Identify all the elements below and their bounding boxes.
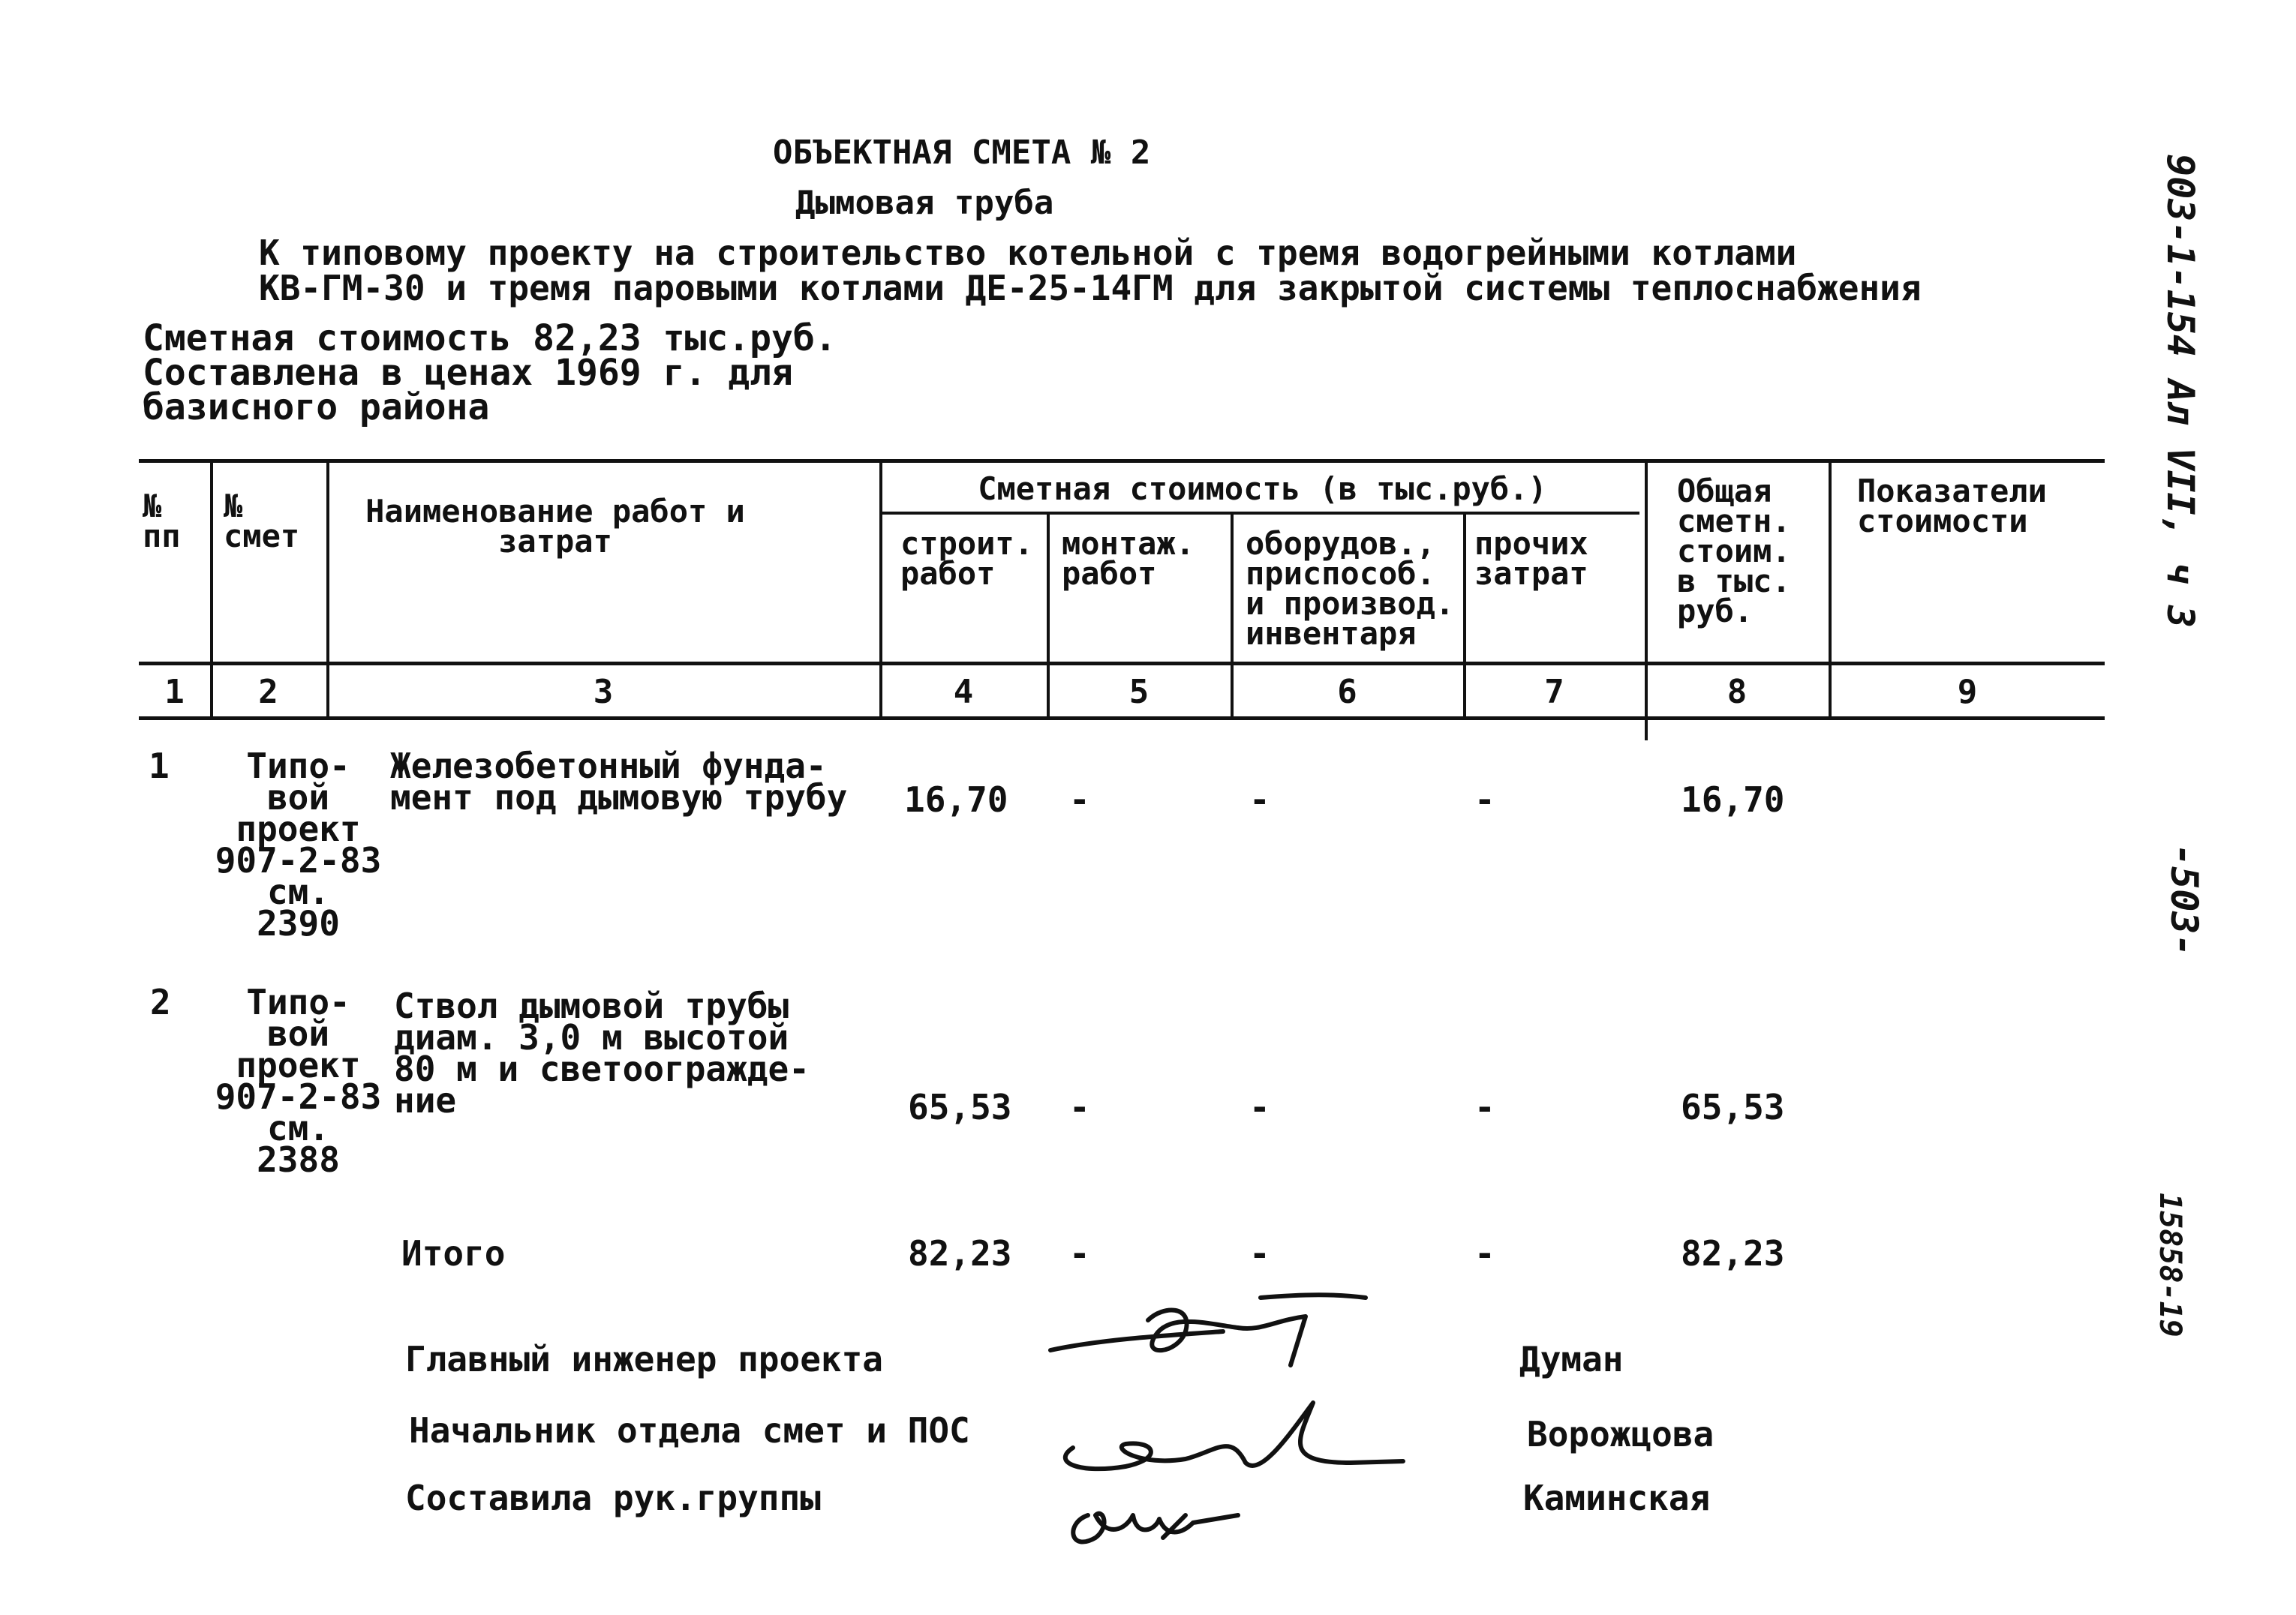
column-number-9: 9: [1957, 673, 1978, 711]
column-numbers-border: [139, 716, 2105, 720]
total-installation: -: [1069, 1233, 1090, 1274]
price-basis: Составлена в ценах 1969 г. для: [143, 352, 793, 394]
col-divider-6: [1463, 513, 1466, 718]
row-1-equipment: -: [1249, 779, 1270, 820]
row-1-other: -: [1474, 779, 1495, 820]
row-1-construction: 16,70: [904, 779, 1008, 820]
header-bottom-border: [139, 662, 2105, 665]
col-divider-1: [210, 459, 213, 718]
col-divider-2: [326, 459, 329, 718]
table-top-border: [139, 459, 2105, 463]
signature-role-3: Составила рук.группы: [405, 1478, 821, 1518]
col-divider-8: [1829, 459, 1832, 718]
row-1-number: 1: [149, 746, 170, 786]
side-code: 903-1-154 Ал VII, ч 3: [2159, 154, 2202, 629]
header-col-4: строит. работ: [900, 525, 1034, 592]
signature-name-3: Каминская: [1523, 1478, 1711, 1518]
row-2-smeta: Типо- вой проект 907-2-83 см. 2388: [215, 982, 382, 1180]
row-1-name: Железобетонный фунда- мент под дымовую трубу: [390, 746, 848, 818]
row-2-other: -: [1474, 1087, 1495, 1127]
group-header-underline: [882, 512, 1639, 515]
document-subtitle: Дымовая труба: [795, 184, 1054, 222]
header-col-7: прочих затрат: [1474, 525, 1588, 592]
total-other: -: [1474, 1233, 1495, 1274]
side-archive-number: 15858-19: [2153, 1193, 2187, 1337]
document-title: ОБЪЕКТНАЯ СМЕТА № 2: [773, 134, 1151, 172]
side-page-number: -503-: [2162, 844, 2206, 957]
total-label: Итого: [401, 1233, 506, 1274]
total-equipment: -: [1249, 1233, 1270, 1274]
total-construction: 82,23: [908, 1233, 1012, 1274]
col-divider-5: [1231, 513, 1234, 718]
price-basis-region: базисного района: [143, 386, 490, 428]
column-number-7: 7: [1544, 673, 1564, 711]
row-1-installation: -: [1069, 779, 1090, 820]
row-2-number: 2: [150, 982, 171, 1022]
row-2-construction: 65,53: [908, 1087, 1012, 1127]
handwritten-signatures: [1035, 1290, 1426, 1560]
signature-role-1: Главный инженер проекта: [405, 1339, 883, 1379]
row-2-equipment: -: [1249, 1087, 1270, 1127]
row-1-smeta: Типо- вой проект 907-2-83 см. 2390: [215, 746, 382, 944]
header-col-6: оборудов., приспособ. и производ. инвентаря: [1246, 525, 1455, 652]
signature-name-1: Думан: [1519, 1339, 1624, 1379]
column-number-4: 4: [953, 673, 974, 711]
estimate-cost: Сметная стоимость 82,23 тыс.руб.: [143, 317, 837, 359]
header-col-2: № смет: [224, 488, 300, 554]
header-col-8: Общая сметн. стоим. в тыс. руб.: [1677, 473, 1791, 629]
project-line-2: КВ-ГМ-30 и тремя паровыми котлами ДЕ-25-14ГМ для закрытой системы теплоснабжения: [259, 268, 1922, 308]
col-divider-3: [879, 459, 882, 718]
column-number-1: 1: [164, 673, 185, 711]
col-divider-7: [1645, 459, 1648, 740]
project-line-1: К типовому проекту на строительство котельной с тремя водогрейными котлами: [259, 233, 1797, 273]
column-number-8: 8: [1727, 673, 1748, 711]
column-number-6: 6: [1337, 673, 1357, 711]
row-2-name: Ствол дымовой трубы диам. 3,0 м высотой 80 м и светоогражде- ние: [394, 986, 810, 1121]
header-col-3: Наименование работ и затрат: [365, 493, 745, 560]
column-number-2: 2: [258, 673, 278, 711]
signature-name-2: Ворожцова: [1527, 1414, 1714, 1454]
column-number-5: 5: [1128, 673, 1150, 711]
header-group-cost: Сметная стоимость (в тыс.руб.): [978, 470, 1547, 507]
header-col-5: монтаж. работ: [1062, 525, 1195, 592]
col-divider-4: [1047, 513, 1050, 718]
row-2-installation: -: [1069, 1087, 1090, 1127]
row-2-total: 65,53: [1681, 1087, 1785, 1127]
column-number-3: 3: [593, 673, 614, 711]
total-sum: 82,23: [1681, 1233, 1785, 1274]
signature-role-2: Начальник отдела смет и ПОС: [409, 1410, 970, 1451]
row-1-total: 16,70: [1681, 779, 1785, 820]
header-col-9: Показатели стоимости: [1857, 473, 2047, 539]
header-col-1: № пп: [143, 488, 181, 554]
